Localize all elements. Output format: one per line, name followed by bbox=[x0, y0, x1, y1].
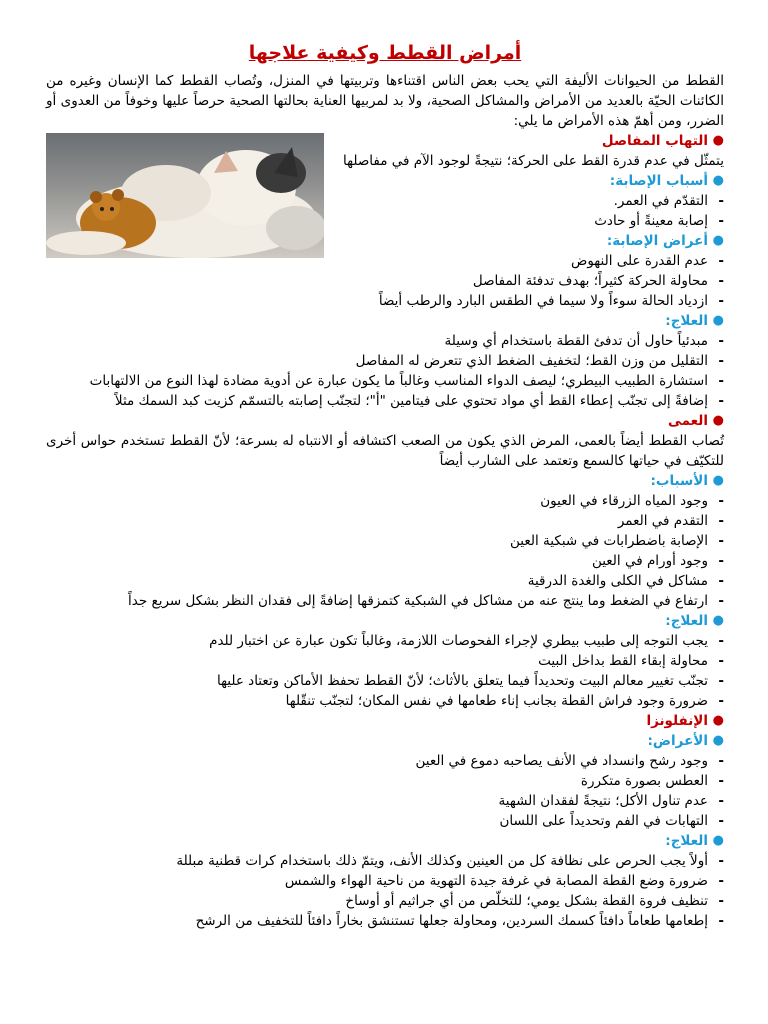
subsection-causes bbox=[46, 471, 724, 711]
list-item bbox=[46, 351, 724, 371]
page-title: أمراض القطط وكيفية علاجها bbox=[248, 42, 522, 64]
subsection-heading bbox=[46, 471, 724, 491]
dash-icon: - bbox=[718, 493, 724, 509]
dash-icon: - bbox=[718, 913, 724, 929]
dash-icon: - bbox=[718, 273, 724, 289]
causes-list bbox=[46, 191, 724, 231]
item-text: استشارة الطبيب البيطري؛ ليصف الدواء المناسب وغالباً ما يكون عبارة عن أدوية مضادة لهذا النوع من الالتهابات bbox=[89, 373, 708, 389]
subsection-heading bbox=[46, 311, 724, 331]
dash-icon: - bbox=[718, 293, 724, 309]
item-text: عدم تناول الأكل؛ نتيجةً لفقدان الشهية bbox=[498, 793, 708, 809]
dash-icon: - bbox=[718, 193, 724, 209]
dash-icon: - bbox=[718, 813, 724, 829]
section-heading bbox=[46, 131, 724, 151]
list-item bbox=[46, 871, 724, 891]
list-item bbox=[46, 531, 724, 551]
item-text: يجب التوجه إلى طبيب بيطري لإجراء الفحوصات اللازمة، وغالباً تكون عبارة عن اختبار للدم bbox=[209, 633, 708, 649]
list-item bbox=[46, 491, 724, 511]
bullet-icon: ● bbox=[712, 173, 724, 188]
subheading-text: العلاج: bbox=[665, 613, 708, 629]
section-influenza bbox=[46, 711, 724, 931]
list-item bbox=[46, 551, 724, 571]
list-item bbox=[46, 791, 724, 811]
dash-icon: - bbox=[718, 253, 724, 269]
item-text: التقدم في العمر bbox=[617, 513, 708, 529]
dash-icon: - bbox=[718, 673, 724, 689]
section-heading bbox=[46, 711, 724, 731]
list-item bbox=[46, 291, 724, 311]
list-item bbox=[46, 811, 724, 831]
dash-icon: - bbox=[718, 873, 724, 889]
subheading-text: أسباب الإصابة: bbox=[609, 173, 708, 189]
item-text: ضرورة وضع القطة المصابة في غرفة جيدة التهوية من ناحية الهواء والشمس bbox=[284, 873, 708, 889]
list-item bbox=[46, 591, 724, 611]
symptoms-list bbox=[46, 751, 724, 831]
list-item bbox=[46, 671, 724, 691]
subsection-heading bbox=[46, 611, 724, 631]
list-item bbox=[46, 211, 724, 231]
item-text: محاولة إبقاء القط بداخل البيت bbox=[538, 653, 708, 669]
intro-paragraph: القطط من الحيوانات الأليفة التي يحب بعض الناس اقتناءها وتربيتها في المنزل، وتُصاب القطط كما الإنسان وغيره من الكائنات الحيّة بالعديد من الأمراض والمشاكل الصحية، ولا بد لمربيها العناية بحالتها الصحية حرصاً عليها وخوفاً من العدوى أو الضرر، ومن أهمّ هذه الأمراض ما يلي: bbox=[46, 73, 724, 129]
subheading-text: أعراض الإصابة: bbox=[606, 233, 708, 249]
bullet-icon: ● bbox=[712, 413, 724, 428]
item-text: وجود المياه الزرقاء في العيون bbox=[540, 493, 708, 509]
subheading-text: العلاج: bbox=[665, 833, 708, 849]
item-text: مبدئياً حاول أن تدفئ القطة باستخدام أي وسيلة bbox=[444, 333, 708, 349]
item-text: العطس بصورة متكررة bbox=[580, 773, 708, 789]
section-heading bbox=[46, 411, 724, 431]
dash-icon: - bbox=[718, 353, 724, 369]
subsection-heading bbox=[46, 731, 724, 751]
dash-icon: - bbox=[718, 553, 724, 569]
treatment-list bbox=[46, 631, 724, 711]
document-page bbox=[46, 40, 724, 931]
item-text: محاولة الحركة كثيراً؛ بهدف تدفئة المفاصل bbox=[472, 273, 708, 289]
item-text: ازدياد الحالة سوءاً ولا سيما في الطقس البارد والرطب أيضاً bbox=[378, 293, 708, 309]
dash-icon: - bbox=[718, 373, 724, 389]
dash-icon: - bbox=[718, 753, 724, 769]
dash-icon: - bbox=[718, 513, 724, 529]
item-text: ارتفاع في الضغط وما ينتج عنه من مشاكل في الشبكية كتمزقها إضافةً إلى فقدان النظر بشكل سريع جداً bbox=[128, 593, 708, 609]
item-text: عدم القدرة على النهوض bbox=[571, 253, 708, 269]
item-text: التقدّم في العمر. bbox=[613, 193, 708, 209]
dash-icon: - bbox=[718, 693, 724, 709]
bullet-icon: ● bbox=[712, 313, 724, 328]
treatment-list bbox=[46, 331, 724, 411]
section-description: تُصاب القطط أيضاً بالعمى، المرض الذي يكون من الصعب اكتشافه أو الانتباه له بسرعة؛ لأنّ القطط تستخدم حواس أخرى للتكيّف في حياتها كالسمع وتعتمد على الشارب أيضاً bbox=[46, 433, 724, 469]
list-item bbox=[46, 911, 724, 931]
item-text: التقليل من وزن القط؛ لتخفيف الضغط الذي تتعرض له المفاصل bbox=[355, 353, 708, 369]
list-item bbox=[46, 631, 724, 651]
subsection-heading bbox=[46, 171, 724, 191]
bullet-icon: ● bbox=[712, 473, 724, 488]
dash-icon: - bbox=[718, 893, 724, 909]
dash-icon: - bbox=[718, 653, 724, 669]
item-text: ضرورة وجود فراش القطة بجانب إناء طعامها في نفس المكان؛ لتجنّب تنقّلها bbox=[285, 693, 708, 709]
section-description: يتمثّل في عدم قدرة القط على الحركة؛ نتيجةً لوجود الآم في مفاصلها bbox=[343, 153, 724, 169]
list-item bbox=[46, 271, 724, 291]
item-text: الإصابة باضطرابات في شبكية العين bbox=[510, 533, 708, 549]
dash-icon: - bbox=[718, 633, 724, 649]
list-item bbox=[46, 651, 724, 671]
item-text: وجود رشح وانسداد في الأنف يصاحبه دموع في العين bbox=[415, 753, 708, 769]
heading-text: الإنفلونزا bbox=[646, 713, 708, 729]
bullet-icon: ● bbox=[712, 833, 724, 848]
dash-icon: - bbox=[718, 593, 724, 609]
list-item bbox=[46, 571, 724, 591]
subheading-text: الأعراض: bbox=[647, 733, 708, 749]
dash-icon: - bbox=[718, 333, 724, 349]
list-item bbox=[46, 251, 724, 271]
list-item bbox=[46, 851, 724, 871]
list-item bbox=[46, 371, 724, 391]
bullet-icon: ● bbox=[712, 733, 724, 748]
list-item bbox=[46, 391, 724, 411]
list-item bbox=[46, 511, 724, 531]
bullet-icon: ● bbox=[712, 233, 724, 248]
list-item bbox=[46, 191, 724, 211]
dash-icon: - bbox=[718, 853, 724, 869]
item-text: مشاكل في الكلى والغدة الدرقية bbox=[527, 573, 708, 589]
subsection-causes bbox=[46, 171, 724, 411]
subsection-heading bbox=[46, 831, 724, 851]
subheading-text: الأسباب: bbox=[650, 473, 708, 489]
bullet-icon: ● bbox=[712, 613, 724, 628]
bullet-icon: ● bbox=[712, 133, 724, 148]
section-arthritis bbox=[46, 131, 724, 151]
symptoms-list bbox=[46, 251, 724, 311]
dash-icon: - bbox=[718, 773, 724, 789]
item-text: وجود أورام في العين bbox=[591, 553, 708, 569]
dash-icon: - bbox=[718, 393, 724, 409]
item-text: إطعامها طعاماً دافئاً كسمك السردين، ومحاولة جعلها تستنشق بخاراً دافئاً للتخفيف من الرشح bbox=[195, 913, 708, 929]
item-text: أولاً يجب الحرص على نظافة كل من العينين وكذلك الأنف، ويتمّ ذلك باستخدام كرات قطنية مبللة bbox=[176, 853, 708, 869]
list-item bbox=[46, 331, 724, 351]
bullet-icon: ● bbox=[712, 713, 724, 728]
treatment-list bbox=[46, 851, 724, 931]
list-item bbox=[46, 891, 724, 911]
dash-icon: - bbox=[718, 793, 724, 809]
item-text: إضافةً إلى تجنّب إعطاء القط أي مواد تحتوي على فيتامين "أ"؛ لتجنّب إصابته بالتسمّم كزيت كبد السمك مثلاً bbox=[114, 393, 708, 409]
dash-icon: - bbox=[718, 213, 724, 229]
item-text: التهابات في الفم وتحديداً على اللسان bbox=[499, 813, 708, 829]
heading-text: العمى bbox=[667, 413, 708, 429]
item-text: تجنّب تغيير معالم البيت وتحديداً فيما يتعلق بالأثاث؛ لأنّ القطط تحفظ الأماكن وتعتاد عليها bbox=[216, 673, 708, 689]
list-item bbox=[46, 691, 724, 711]
heading-text: التهاب المفاصل bbox=[601, 133, 708, 149]
section-blindness bbox=[46, 411, 724, 431]
subheading-text: العلاج: bbox=[665, 313, 708, 329]
item-text: تنظيف فروة القطة بشكل يومي؛ للتخلّص من أي جراثيم أو أوساخ bbox=[345, 893, 708, 909]
subsection-heading bbox=[46, 231, 724, 251]
list-item bbox=[46, 751, 724, 771]
dash-icon: - bbox=[718, 533, 724, 549]
causes-list bbox=[46, 491, 724, 611]
list-item bbox=[46, 771, 724, 791]
dash-icon: - bbox=[718, 573, 724, 589]
item-text: إصابة معينةً أو حادث bbox=[594, 213, 708, 229]
